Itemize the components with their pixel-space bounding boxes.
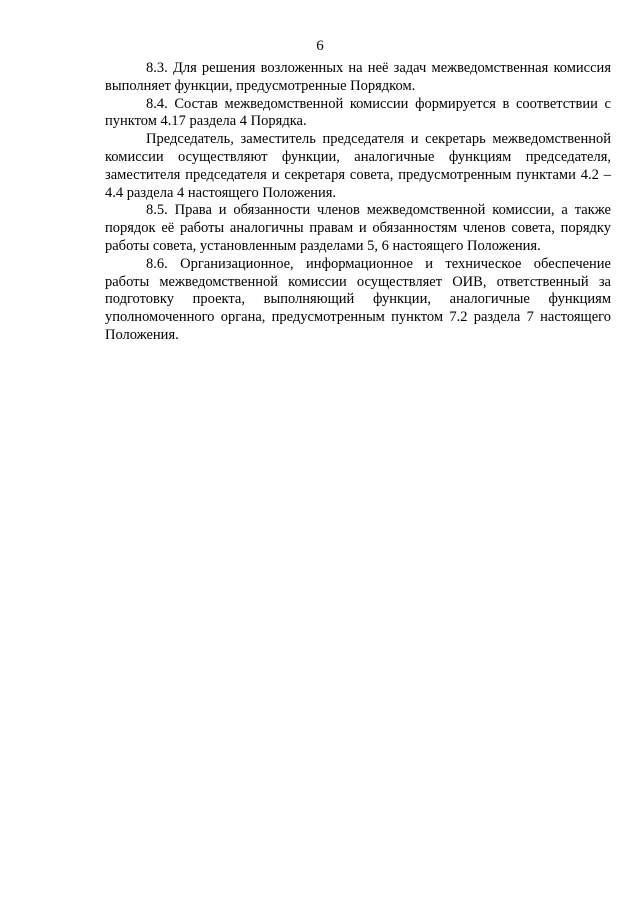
paragraph-8-4: 8.4. Состав межведомственной комиссии формируется в соответствии с пунктом 4.17 раздела 4 Порядка. bbox=[105, 95, 611, 130]
page-number: 6 bbox=[316, 38, 324, 54]
paragraph-8-5: 8.5. Права и обязанности членов межведомственной комиссии, а также порядок её работы аналогичны правам и обязанностям членов совета, порядку работы совета, установленным разделами 5, 6 настоящего Положения. bbox=[105, 202, 611, 254]
paragraph-8-6: 8.6. Организационное, информационное и техническое обеспечение работы межведомственной комиссии осуществляет ОИВ, ответственный за подготовку проекта, выполняющий функции, аналогичные функциям уполномоченного органа, предусмотренным пунктом 7.2 раздела 7 настоящего Положения. bbox=[105, 255, 611, 343]
document-body bbox=[105, 60, 611, 345]
paragraph-chairman-functions: Председатель, заместитель председателя и секретарь межведомственной комиссии осуществляют функции, аналогичные функциям председателя, заместителя председателя и секретаря совета, предусмотренным пунктами 4.2 – 4.4 раздела 4 настоящего Положения. bbox=[105, 131, 611, 201]
paragraph-8-3: 8.3. Для решения возложенных на неё задач межведомственная комиссия выполняет функции, предусмотренные Порядком. bbox=[105, 60, 611, 94]
